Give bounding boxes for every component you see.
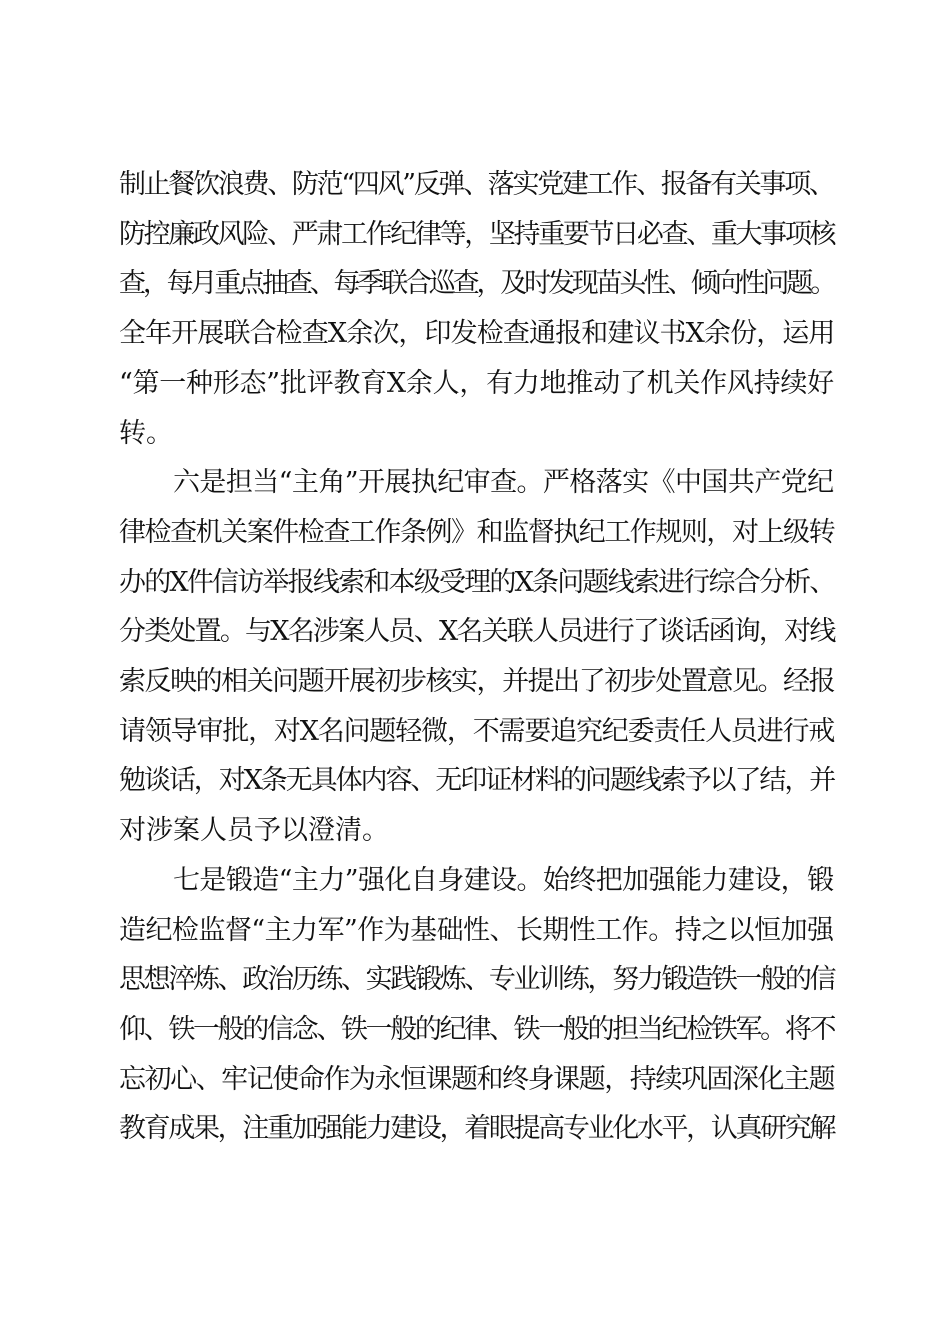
text-line: 仰、铁一般的信念、铁一般的纪律、铁一般的担当纪检铁军。将不 (119, 1013, 835, 1045)
text-line: 制止餐饮浪费、防范“四风”反弹、落实党建工作、报备有关事项、 (119, 169, 834, 200)
paragraph-self-building (119, 856, 834, 1154)
text-line: 教育成果，注重加强能力建设，着眼提高专业化水平，认真研究解 (119, 1113, 835, 1145)
text-line: 转。 (119, 417, 173, 449)
text-line: 七是锻造“主力”强化自身建设。始终把加强能力建设，锻 (173, 864, 834, 896)
text-line: 思想淬炼、政治历练、实践锻炼、专业训练，努力锻造铁一般的信 (119, 964, 835, 996)
text-line: “第一种形态”批评教育X余人，有力地推动了机关作风持续好 (119, 367, 834, 399)
paragraph-discipline-review (119, 458, 834, 856)
text-line: 勉谈话，对X条无具体内容、无印证材料的问题线索予以了结，并 (119, 765, 835, 797)
text-line: 防控廉政风险、严肃工作纪律等，坚持重要节日必查、重大事项核 (119, 218, 835, 250)
text-line: 分类处置。与X名涉案人员、X名关联人员进行了谈话函询，对线 (119, 616, 835, 648)
text-line: 六是担当“主角”开展执纪审查。严格落实《中国共产党纪 (173, 467, 834, 499)
text-line: 请领导审批，对X名问题轻微，不需要追究纪委责任人员进行戒 (119, 715, 835, 747)
text-line: 对涉案人员予以澄清。 (119, 815, 389, 847)
text-line: 办的X件信访举报线索和本级受理的X条问题线索进行综合分析、 (119, 566, 835, 598)
text-line: 造纪检监督“主力军”作为基础性、长期性工作。持之以恒加强 (119, 914, 834, 946)
document-body (119, 160, 834, 1154)
text-line: 全年开展联合检查X余次，印发检查通报和建议书X余份，运用 (119, 318, 835, 350)
text-line: 索反映的相关问题开展初步核实，并提出了初步处置意见。经报 (119, 666, 835, 698)
text-line: 忘初心、牢记使命作为永恒课题和终身课题，持续巩固深化主题 (119, 1063, 835, 1095)
text-line: 查，每月重点抽查、每季联合巡查，及时发现苗头性、倾向性问题。 (119, 268, 834, 300)
text-line: 律检查机关案件检查工作条例》和监督执纪工作规则，对上级转 (119, 516, 835, 548)
paragraph-continuation (119, 160, 834, 458)
